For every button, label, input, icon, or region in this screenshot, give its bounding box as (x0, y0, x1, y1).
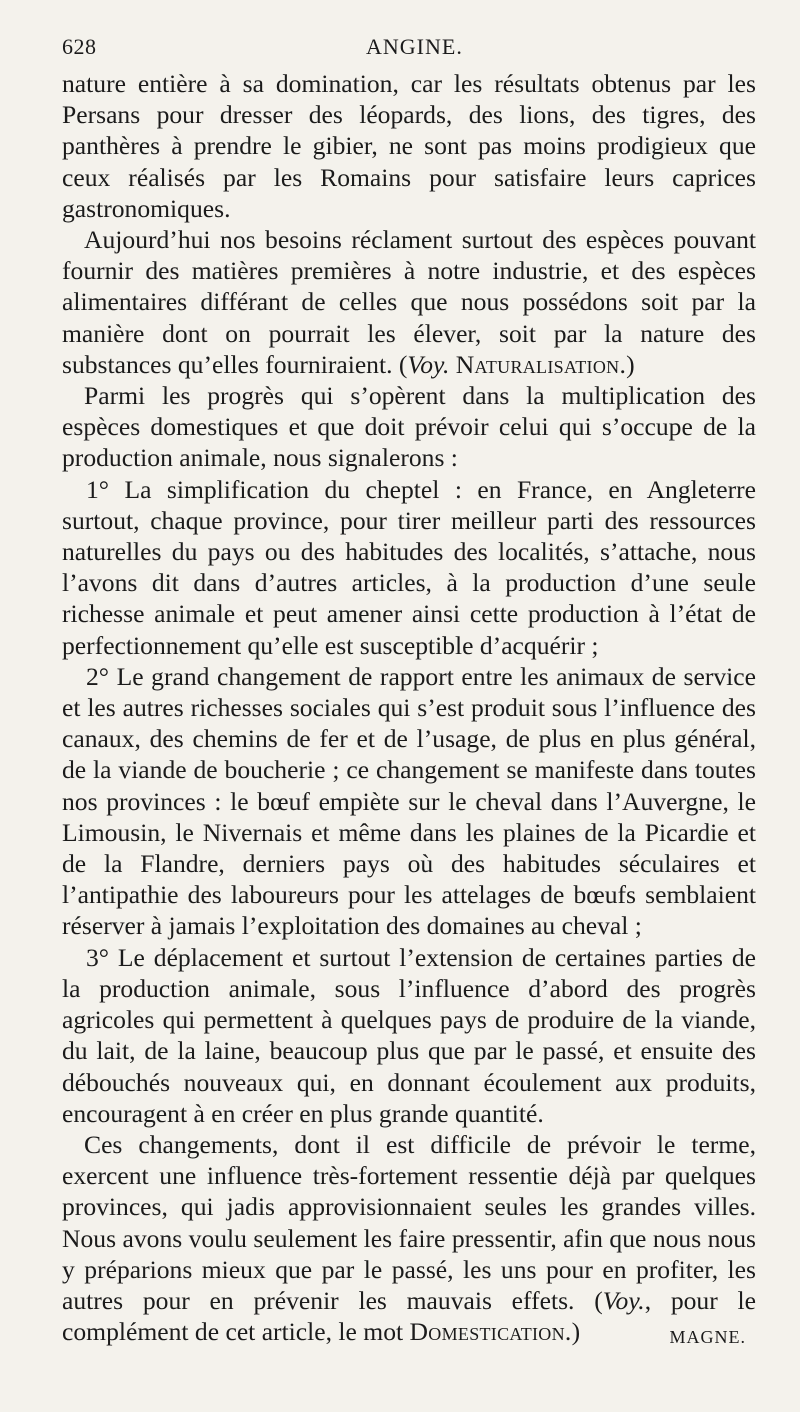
paragraph-conclusion-text: Ces changements, dont il est difficile de prévoir le terme, exercent une influence très-fortement ressentie déjà par quelques provinces, qui jadis approvisionnaient seules les grandes villes. Nous avons voulu seulement les faire pressentir, afin que nous nous y préparions mieux que par le passé, les uns pour en profiter, les autres pour en prévenir les mauvais effets. ( (62, 1129, 756, 1315)
cross-reference-domestication: Domestication. (409, 1317, 572, 1347)
voy-abbrev: Voy. (407, 349, 450, 379)
paragraph-conclusion-mid: , pour le complément de cet article, le mot (62, 1285, 756, 1347)
paragraph-progress-intro: Parmi les progrès qui s’opèrent dans la multiplication des espèces domestiques et que doit prévoir celui qui s’occupe de la production animale, nous signalerons : (62, 381, 756, 473)
article-body (62, 68, 756, 1347)
paragraph-needs-text: Aujourd’hui nos besoins réclament surtout des espèces pouvant fournir des matières premières à notre industrie, et des espèces alimentaires différant de celles que nous possédons soit par la manière dont on pourrait les élever, soit par la nature des substances qu’elles fourniraient. ( (62, 225, 756, 379)
paragraph-conclusion (62, 1129, 756, 1347)
paragraph-continuation: nature entière à sa domination, car les résultats obtenus par les Persans pour dresser des léopards, des lions, des tigres, des panthères à prendre le gibier, ne sont pas moins prodigieux que ceux réalisés par les Romains pour satisfaire leurs caprices gastronomiques. (62, 69, 756, 223)
paragraph-needs-close: ) (626, 349, 635, 379)
author-signature: MAGNE. (669, 1327, 746, 1348)
list-item-2: 2° Le grand changement de rapport entre les animaux de service et les autres richesses sociales qui s’est produit sous l’influence des canaux, des chemins de fer et de l’usage, de plus en plus général, de la viande de boucherie ; ce changement se manifeste dans toutes nos provinces : le bœuf empiète sur le cheval dans l’Auvergne, le Limousin, le Nivernais et même dans les plaines de la Picardie et de la Flandre, derniers pays où des habitudes séculaires et l’antipathie des laboureurs pour les attelages de bœufs semblaient réserver à jamais l’exploitation des domaines au cheval ; (62, 661, 756, 941)
voy-abbrev: Voy. (602, 1285, 645, 1315)
list-item-1: 1° La simplification du cheptel : en France, en Angleterre surtout, chaque province, pour tirer meilleur parti des ressources naturelles du pays ou des habitudes des localités, s’attache, nous l’avons dit dans d’autres articles, à la production d’une seule richesse animale et peut amener ainsi cette production à l’état de perfectionnement qu’elle est susceptible d’acquérir ; (62, 474, 756, 660)
list-item-3: 3° Le déplacement et surtout l’extension de certaines parties de la production animale, sous l’influence d’abord des progrès agricoles qui permettent à quelques pays de produire de la viande, du lait, de la laine, beaucoup plus que par le passé, et ensuite des débouchés nouveaux qui, en donnant écoulement aux produits, encouragent à en créer en plus grande quantité. (62, 942, 756, 1128)
running-head: ANGINE. (366, 34, 463, 59)
page-header (62, 28, 756, 68)
cross-reference-naturalisation: Naturalisation. (455, 349, 627, 379)
page-number: 628 (62, 34, 97, 59)
paragraph-conclusion-close: ) (571, 1317, 581, 1347)
paragraph-needs (62, 224, 756, 380)
